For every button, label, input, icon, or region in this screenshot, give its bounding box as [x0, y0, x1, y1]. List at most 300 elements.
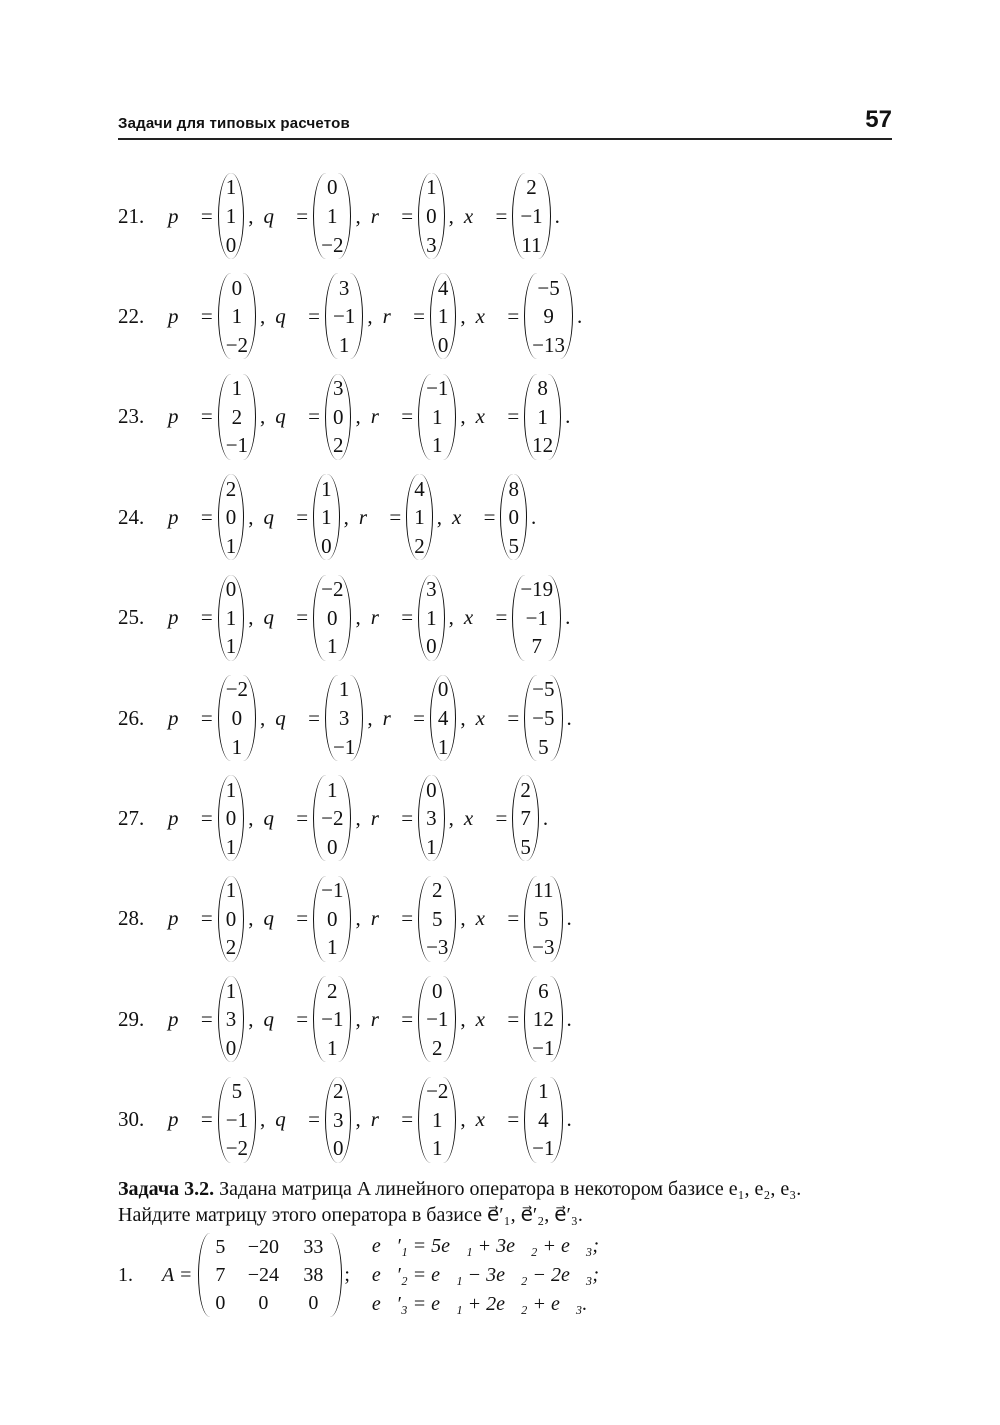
vector-definition	[365, 173, 458, 259]
vector-component: 0	[332, 1136, 344, 1161]
vector-name: x⃗	[475, 705, 502, 730]
vector-component: −2	[225, 333, 249, 358]
problem-number: 23.	[118, 404, 145, 429]
vector-component: 2	[414, 533, 425, 558]
column-vector	[418, 976, 456, 1062]
separator: ,	[355, 1107, 361, 1132]
vector-component: −1	[332, 734, 356, 759]
vector-definition	[470, 675, 576, 761]
equals-sign: =	[200, 906, 213, 931]
vector-component: 1	[225, 835, 237, 860]
matrix-entry: 7	[215, 1263, 226, 1286]
equals-sign: =	[200, 1107, 213, 1132]
separator: ,	[448, 203, 454, 228]
equals-sign: =	[401, 1006, 414, 1031]
column-vector	[418, 1077, 456, 1163]
vector-name: p⃗	[168, 203, 195, 228]
vector-definition	[377, 273, 470, 359]
equals-sign: =	[296, 504, 309, 529]
column-vector	[524, 675, 562, 761]
matrix-entry: 0	[258, 1291, 269, 1314]
vector-component: 2	[526, 175, 537, 200]
column-vector	[430, 273, 457, 359]
vector-name: x⃗	[475, 906, 502, 931]
separator: .	[554, 203, 560, 228]
vector-name: r⃗	[358, 504, 384, 529]
vector-name: p⃗	[168, 906, 195, 931]
vector-definition	[377, 675, 470, 761]
column-vector	[325, 1077, 352, 1163]
vector-component: 1	[321, 476, 332, 501]
vector-name: x⃗	[475, 1107, 502, 1132]
vector-component: 5	[508, 533, 519, 558]
vector-component: 1	[432, 1107, 443, 1132]
vector-component: 1	[426, 605, 437, 630]
vector-component: 7	[531, 634, 542, 659]
vector-definition	[162, 273, 269, 359]
vector-definition	[365, 374, 470, 460]
vector-component: 0	[231, 705, 243, 730]
vector-name: x⃗	[475, 303, 502, 328]
new-basis-list	[372, 1232, 599, 1319]
equals-sign: =	[296, 605, 309, 630]
vector-component: −1	[520, 203, 543, 228]
vector-component: 0	[426, 777, 437, 802]
vector-component: 3	[332, 376, 344, 401]
separator: ,	[367, 705, 373, 730]
column-vector	[325, 675, 363, 761]
equals-sign: =	[413, 303, 425, 328]
equals-sign: =	[401, 605, 414, 630]
problem-number: 24.	[118, 504, 145, 529]
vector-component: 4	[414, 476, 425, 501]
equals-sign: =	[495, 203, 508, 228]
vector-component: 1	[432, 433, 443, 458]
equals-sign: =	[308, 1107, 320, 1132]
vector-name: r⃗	[370, 404, 396, 429]
vector-definition	[365, 575, 458, 661]
column-vector	[313, 775, 351, 861]
vector-component: 1	[426, 835, 437, 860]
column-vector	[524, 976, 562, 1062]
matrix-a	[198, 1233, 342, 1317]
separator: ,	[248, 805, 254, 830]
matrix-entry: 0	[215, 1291, 226, 1314]
vector-component: −1	[532, 1035, 555, 1060]
vector-definition	[470, 976, 576, 1062]
vector-name: r⃗	[370, 906, 396, 931]
vector-component: 4	[437, 275, 449, 300]
column-vector	[512, 173, 550, 259]
separator: ,	[355, 605, 361, 630]
vector-component: 1	[338, 677, 350, 702]
vector-definition	[470, 876, 576, 962]
vector-component: 3	[225, 1007, 237, 1032]
vector-definition	[162, 675, 269, 761]
vector-definition	[365, 876, 470, 962]
vector-component: 0	[225, 576, 237, 601]
vector-component: 11	[521, 232, 542, 257]
vector-definition	[458, 575, 575, 661]
separator: ,	[248, 1006, 254, 1031]
separator: ,	[460, 1107, 466, 1132]
vector-component: 0	[225, 1035, 237, 1060]
problem-number: 27.	[118, 805, 145, 830]
equals-sign: =	[413, 705, 425, 730]
equals-sign: =	[200, 805, 213, 830]
separator: .	[565, 404, 571, 429]
equals-sign: =	[296, 1006, 309, 1031]
vector-component: 1	[538, 1078, 549, 1103]
vector-component: 9	[543, 304, 554, 329]
column-vector	[524, 1077, 562, 1163]
column-vector	[313, 575, 351, 661]
vector-component: 0	[432, 978, 443, 1003]
vector-name: q⃗	[275, 705, 303, 730]
vector-definition	[257, 474, 352, 560]
equals-sign: =	[296, 203, 309, 228]
vector-component: 1	[338, 333, 350, 358]
separator: ,	[460, 705, 466, 730]
vector-component: 1	[225, 634, 237, 659]
column-vector	[406, 474, 433, 560]
equals-sign: =	[495, 605, 508, 630]
vector-component: 1	[225, 777, 237, 802]
vector-name: r⃗	[382, 705, 408, 730]
equals-sign: =	[200, 203, 213, 228]
separator: ,	[448, 805, 454, 830]
vector-name: x⃗	[475, 1006, 502, 1031]
vector-component: 0	[321, 533, 332, 558]
matrix-separator: ;	[344, 1263, 350, 1286]
vector-name: x⃗	[451, 504, 478, 529]
vector-name: x⃗	[463, 805, 490, 830]
column-vector	[512, 575, 561, 661]
vector-component: −1	[321, 1007, 344, 1032]
separator: .	[577, 303, 583, 328]
vector-definition	[257, 876, 364, 962]
vector-definition	[162, 775, 257, 861]
vector-component: 1	[414, 505, 425, 530]
vector-component: −13	[532, 333, 566, 358]
vector-component: 1	[225, 878, 237, 903]
vector-component: 2	[432, 1035, 443, 1060]
vector-name: p⃗	[168, 404, 195, 429]
equals-sign: =	[507, 705, 520, 730]
vector-component: 1	[231, 734, 243, 759]
vector-component: −1	[225, 433, 249, 458]
problem-row	[118, 470, 540, 564]
vector-component: 2	[225, 935, 237, 960]
vector-name: q⃗	[275, 404, 303, 429]
vector-definition	[470, 273, 587, 359]
vector-definition	[162, 374, 269, 460]
vector-component: −1	[532, 1136, 555, 1161]
separator: ,	[460, 404, 466, 429]
vector-name: p⃗	[168, 1107, 195, 1132]
vector-name: p⃗	[168, 504, 195, 529]
equals-sign: =	[200, 705, 213, 730]
vector-name: x⃗	[475, 404, 502, 429]
equals-sign: =	[308, 404, 320, 429]
vector-component: −2	[225, 677, 249, 702]
separator: .	[566, 705, 572, 730]
column-vector	[418, 876, 456, 962]
example-problem-1	[118, 1230, 599, 1320]
column-vector	[325, 374, 352, 460]
column-vector	[313, 173, 351, 259]
task-question: Найдите матрицу этого оператора в базисе e⃗′₁, e⃗′₂, e⃗′₃.	[118, 1204, 583, 1226]
column-vector	[500, 474, 527, 560]
vector-component: 1	[537, 404, 548, 429]
vector-component: 1	[437, 304, 449, 329]
vector-definition	[162, 876, 257, 962]
problem-row	[118, 370, 574, 464]
vector-component: 3	[332, 1107, 344, 1132]
separator: ,	[248, 504, 254, 529]
problem-number: 29.	[118, 1006, 145, 1031]
separator: .	[566, 1006, 572, 1031]
column-vector	[218, 575, 245, 661]
separator: ,	[448, 605, 454, 630]
vector-component: −3	[426, 935, 449, 960]
column-vector	[218, 273, 256, 359]
vector-name: r⃗	[370, 203, 396, 228]
vector-component: −3	[532, 935, 555, 960]
column-vector	[313, 876, 351, 962]
column-vector	[218, 775, 245, 861]
equals-sign: =	[308, 705, 320, 730]
vector-component: 3	[338, 275, 350, 300]
vector-name: q⃗	[275, 303, 303, 328]
vector-component: −5	[532, 677, 555, 702]
vector-definition	[162, 474, 257, 560]
vector-component: −1	[426, 1007, 449, 1032]
vector-definition	[257, 173, 364, 259]
vector-component: 0	[225, 505, 237, 530]
vector-component: 2	[332, 433, 344, 458]
vector-component: 8	[537, 376, 548, 401]
vector-component: 1	[225, 605, 237, 630]
vector-component: 1	[426, 175, 437, 200]
separator: ,	[248, 906, 254, 931]
vector-component: −1	[332, 304, 356, 329]
vector-name: r⃗	[370, 1107, 396, 1132]
vector-definition	[162, 173, 257, 259]
vector-definition	[269, 675, 376, 761]
vector-name: p⃗	[168, 705, 195, 730]
vector-definition	[257, 976, 364, 1062]
vector-definition	[458, 775, 552, 861]
equals-sign: =	[296, 906, 309, 931]
column-vector	[524, 273, 573, 359]
column-vector	[430, 675, 457, 761]
vector-component: 1	[225, 175, 237, 200]
vector-component: 0	[327, 835, 338, 860]
vector-component: 0	[508, 505, 519, 530]
vector-definition	[162, 976, 257, 1062]
separator: ,	[343, 504, 349, 529]
problem-row	[118, 972, 576, 1066]
separator: ,	[355, 203, 361, 228]
problem-number: 25.	[118, 605, 145, 630]
separator: ,	[355, 404, 361, 429]
problem-number: 21.	[118, 203, 145, 228]
vector-component: 3	[426, 232, 437, 257]
vector-definition	[470, 1077, 576, 1163]
vector-component: 2	[225, 476, 237, 501]
separator: ,	[260, 705, 266, 730]
problem-row	[118, 872, 576, 966]
vector-component: 1	[231, 376, 243, 401]
vector-definition	[353, 474, 446, 560]
page-number: 57	[865, 106, 892, 133]
problem-row	[118, 169, 564, 263]
equals-sign: =	[507, 303, 520, 328]
vector-name: q⃗	[263, 605, 291, 630]
separator: ,	[248, 605, 254, 630]
vector-component: 2	[332, 1078, 344, 1103]
vector-name: q⃗	[263, 906, 291, 931]
equals-sign: =	[401, 203, 414, 228]
equals-sign: =	[507, 404, 520, 429]
column-vector	[325, 273, 363, 359]
column-vector	[218, 675, 256, 761]
column-vector	[524, 374, 561, 460]
equals-sign: =	[507, 1006, 520, 1031]
vector-component: −1	[321, 878, 344, 903]
vector-name: q⃗	[263, 1006, 291, 1031]
vector-component: 6	[538, 978, 549, 1003]
vector-definition	[446, 474, 540, 560]
vector-component: −1	[426, 376, 449, 401]
equals-sign: =	[507, 906, 520, 931]
vector-component: −19	[520, 576, 554, 601]
vector-component: 2	[432, 878, 443, 903]
problem-number: 22.	[118, 303, 145, 328]
vector-component: 1	[327, 1035, 338, 1060]
vector-component: 2	[327, 978, 338, 1003]
separator: ,	[248, 203, 254, 228]
matrix-entry: −20	[247, 1235, 279, 1258]
problem-row	[118, 1073, 576, 1167]
vector-component: −2	[321, 232, 344, 257]
vector-component: 1	[321, 505, 332, 530]
vector-definition	[365, 1077, 470, 1163]
separator: ,	[460, 1006, 466, 1031]
vector-component: 11	[533, 878, 554, 903]
vector-component: 7	[520, 806, 531, 831]
vector-component: 0	[225, 806, 237, 831]
column-vector	[218, 876, 245, 962]
equals-sign: =	[401, 906, 414, 931]
vector-component: 1	[327, 203, 338, 228]
column-vector	[218, 976, 245, 1062]
separator: ,	[355, 1006, 361, 1031]
vector-component: 1	[437, 734, 449, 759]
column-vector	[313, 474, 340, 560]
vector-definition	[257, 575, 364, 661]
running-header	[118, 102, 892, 140]
separator: ,	[260, 1107, 266, 1132]
separator: .	[566, 906, 572, 931]
vector-component: 5	[231, 1078, 243, 1103]
vector-component: 3	[338, 705, 350, 730]
separator: ,	[460, 303, 466, 328]
task-3-2	[118, 1176, 892, 1228]
separator: .	[542, 805, 549, 830]
equals-sign: =	[200, 504, 213, 529]
column-vector	[512, 775, 539, 861]
problem-number: 26.	[118, 705, 145, 730]
vector-component: 0	[332, 404, 344, 429]
separator: ,	[367, 303, 373, 328]
equals-sign: =	[507, 1107, 520, 1132]
vector-component: 2	[231, 404, 243, 429]
vector-component: 0	[426, 634, 437, 659]
vector-name: q⃗	[275, 1107, 303, 1132]
vector-component: 0	[225, 232, 237, 257]
vector-component: 5	[538, 734, 549, 759]
vector-component: 3	[426, 576, 437, 601]
equals-sign: =	[200, 1006, 213, 1031]
vector-name: q⃗	[263, 203, 291, 228]
vector-name: r⃗	[370, 805, 396, 830]
vector-name: r⃗	[370, 1006, 396, 1031]
vector-component: 1	[432, 1136, 443, 1161]
vector-definition	[162, 1077, 269, 1163]
vector-definition	[269, 1077, 364, 1163]
vector-name: p⃗	[168, 303, 195, 328]
vector-component: 5	[520, 835, 531, 860]
equals-sign: =	[200, 404, 213, 429]
matrix-entry: 38	[303, 1263, 324, 1286]
vector-name: x⃗	[463, 203, 490, 228]
vector-name: r⃗	[370, 605, 396, 630]
vector-component: 5	[538, 906, 549, 931]
matrix-entry: 33	[303, 1235, 324, 1258]
column-vector	[418, 173, 445, 259]
vector-component: 12	[532, 433, 554, 458]
vector-definition	[365, 976, 470, 1062]
problem-row	[118, 571, 574, 665]
equals-sign: =	[401, 805, 414, 830]
problem-number: 30.	[118, 1107, 145, 1132]
vector-component: 0	[231, 275, 243, 300]
problem-row	[118, 269, 586, 363]
vector-component: 0	[327, 605, 338, 630]
vector-definition	[269, 374, 364, 460]
vector-name: p⃗	[168, 1006, 195, 1031]
problem-row	[118, 671, 576, 765]
vector-component: −2	[225, 1136, 249, 1161]
basis-vector-equation: e⃗′₁ = 5e⃗₁ + 3e⃗₂ + e⃗₃;	[371, 1234, 599, 1257]
column-vector	[418, 575, 445, 661]
column-vector	[218, 474, 245, 560]
separator: ,	[260, 404, 266, 429]
basis-vector-equation: e⃗′₂ = e⃗₁ − 3e⃗₂ − 2e⃗₃;	[371, 1263, 599, 1286]
vector-name: p⃗	[168, 605, 195, 630]
vector-name: q⃗	[263, 805, 291, 830]
equals-sign: =	[401, 404, 414, 429]
vector-component: −2	[321, 576, 344, 601]
column-vector	[218, 1077, 256, 1163]
vector-component: −2	[321, 806, 344, 831]
column-vector	[418, 775, 445, 861]
column-vector	[313, 976, 351, 1062]
separator: .	[566, 1107, 572, 1132]
task-statement: Задана матрица A линейного оператора в некотором базисе e₁, e₂, e₃.	[214, 1178, 802, 1200]
